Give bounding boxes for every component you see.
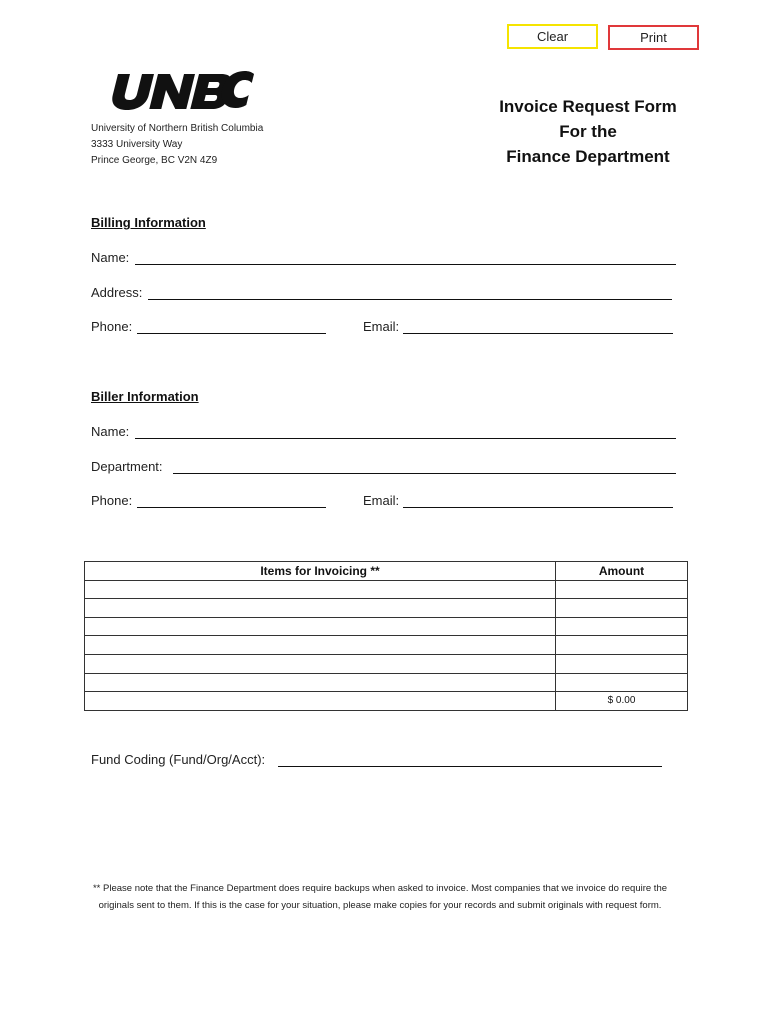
biller-heading: Biller Information bbox=[91, 389, 199, 404]
item-cell[interactable] bbox=[85, 636, 556, 655]
biller-phone-field[interactable] bbox=[137, 507, 326, 508]
table-total-row bbox=[85, 692, 688, 711]
address-line-1: University of Northern British Columbia bbox=[91, 123, 264, 134]
total-label-cell bbox=[85, 692, 556, 711]
table-header-row bbox=[85, 562, 688, 581]
billing-email-field[interactable] bbox=[403, 333, 673, 334]
address-line-3: Prince George, BC V2N 4Z9 bbox=[91, 155, 218, 166]
address-line-2: 3333 University Way bbox=[91, 139, 183, 150]
billing-email-label: Email: bbox=[363, 319, 400, 334]
fund-coding-field[interactable] bbox=[278, 766, 662, 767]
item-cell[interactable] bbox=[85, 673, 556, 692]
billing-address-field[interactable] bbox=[148, 299, 672, 300]
amount-cell[interactable] bbox=[556, 673, 688, 692]
table-row bbox=[85, 599, 688, 618]
item-cell[interactable] bbox=[85, 599, 556, 618]
billing-heading: Billing Information bbox=[91, 215, 206, 230]
biller-name-field[interactable] bbox=[135, 438, 676, 439]
billing-phone-field[interactable] bbox=[137, 333, 326, 334]
biller-email-field[interactable] bbox=[403, 507, 673, 508]
billing-phone-label: Phone: bbox=[91, 319, 133, 334]
footnote: ** Please note that the Finance Department does require backups when asked to invoice. Most companies that we invoice do require the originals sent to them. If this is the case for your situation, please make copies for your records and submit originals with request form. bbox=[92, 883, 668, 911]
biller-phone-label: Phone: bbox=[91, 493, 133, 508]
amount-column-header: Amount bbox=[556, 562, 688, 581]
form-title-line-2: For the bbox=[559, 122, 617, 141]
table-row bbox=[85, 617, 688, 636]
print-button[interactable]: Print bbox=[608, 25, 699, 50]
table-row bbox=[85, 580, 688, 599]
clear-button[interactable]: Clear bbox=[507, 24, 598, 49]
item-cell[interactable] bbox=[85, 654, 556, 673]
biller-department-label: Department: bbox=[91, 459, 163, 474]
billing-name-field[interactable] bbox=[135, 264, 676, 265]
invoice-items-table bbox=[84, 561, 688, 711]
items-column-header: Items for Invoicing ** bbox=[85, 562, 556, 581]
amount-cell[interactable] bbox=[556, 617, 688, 636]
item-cell[interactable] bbox=[85, 580, 556, 599]
fund-coding-label: Fund Coding (Fund/Org/Acct): bbox=[91, 752, 266, 767]
unbc-logo bbox=[106, 66, 258, 112]
total-amount: $ 0.00 bbox=[556, 692, 688, 711]
amount-cell[interactable] bbox=[556, 599, 688, 618]
amount-cell[interactable] bbox=[556, 580, 688, 599]
billing-name-label: Name: bbox=[91, 250, 130, 265]
table-row bbox=[85, 673, 688, 692]
biller-name-label: Name: bbox=[91, 424, 130, 439]
biller-department-field[interactable] bbox=[173, 473, 676, 474]
biller-email-label: Email: bbox=[363, 493, 400, 508]
table-row bbox=[85, 654, 688, 673]
form-title-line-1: Invoice Request Form bbox=[499, 97, 677, 116]
table-row bbox=[85, 636, 688, 655]
form-title-line-3: Finance Department bbox=[506, 147, 670, 166]
billing-address-label: Address: bbox=[91, 285, 143, 300]
item-cell[interactable] bbox=[85, 617, 556, 636]
amount-cell[interactable] bbox=[556, 654, 688, 673]
amount-cell[interactable] bbox=[556, 636, 688, 655]
